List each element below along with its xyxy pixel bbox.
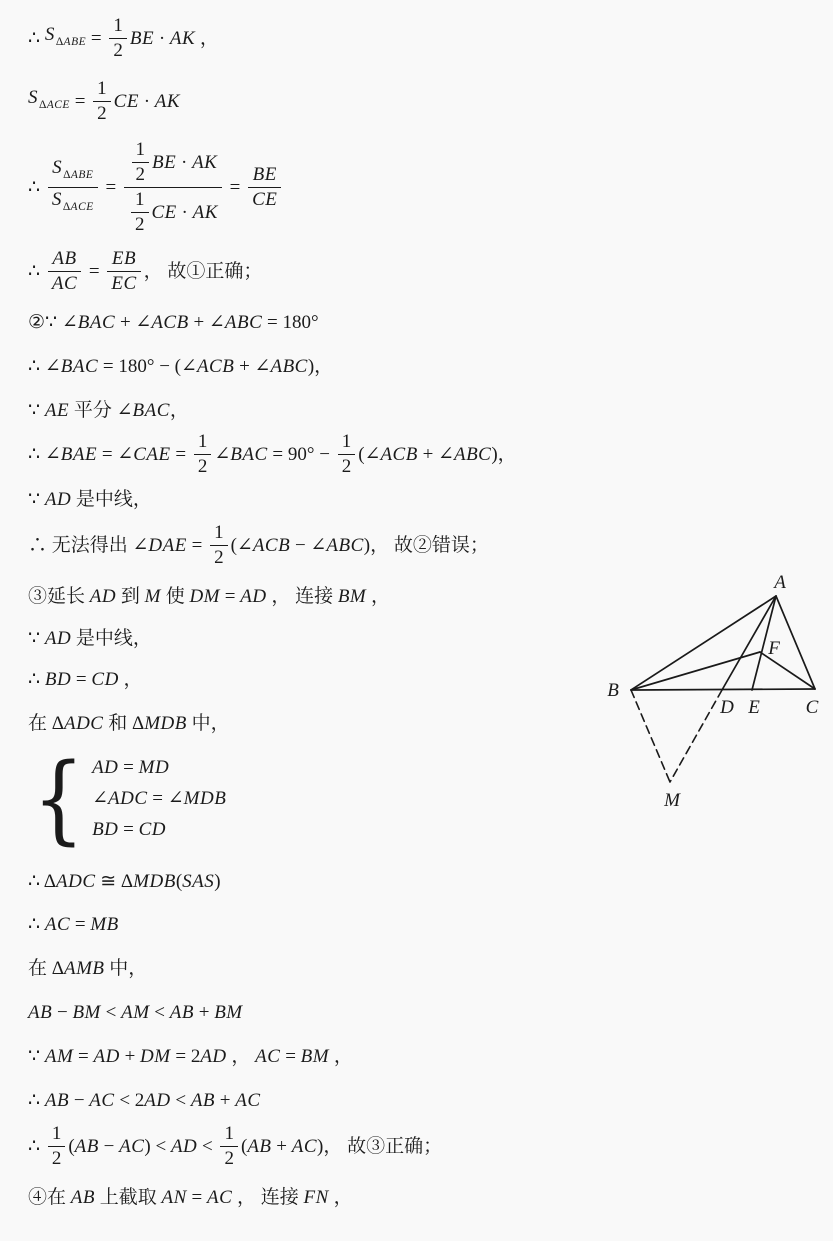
math-text: ②∵ ∠BAC + ∠ACB + ∠ABC = 180° [28, 312, 319, 333]
math-line-2 [28, 77, 594, 126]
math-text: 2 [97, 103, 107, 124]
math-line-18 [28, 956, 594, 982]
vertex-label-A: A [774, 572, 786, 593]
math-text: 2 [224, 1148, 234, 1169]
fraction [107, 247, 140, 296]
math-text: 1 [214, 522, 224, 543]
math-text: 2 [135, 214, 145, 235]
math-line-22 [28, 1122, 594, 1171]
math-text: BE · AK [152, 151, 218, 173]
fraction [220, 1122, 238, 1171]
fraction [93, 77, 111, 126]
math-text: = [69, 90, 91, 112]
math-text: 2 [341, 456, 352, 477]
math-text: 2 [113, 40, 123, 61]
math-line-1 [28, 14, 594, 63]
math-text: CE · AK [113, 90, 181, 112]
math-line-19 [28, 1000, 594, 1026]
math-text: = [100, 176, 121, 198]
math-text: 2 [51, 1148, 62, 1169]
math-text: ∵ AM = AD + DM = 2AD ， AC = BM ， [28, 1046, 353, 1067]
math-text: ∵ AE 平分 ∠BAC， [28, 400, 189, 421]
math-text: = [224, 176, 246, 198]
math-text: 1 [135, 189, 145, 210]
math-line-5 [28, 310, 594, 336]
math-line-10 [28, 521, 594, 570]
math-line-21 [28, 1088, 594, 1114]
case-row [92, 755, 226, 781]
fraction [109, 14, 127, 63]
math-text: 2 [214, 547, 224, 568]
edge-BF [631, 652, 760, 690]
vertex-label-M: M [664, 790, 680, 811]
math-text: BD = CD [92, 819, 167, 840]
math-text: ∴ [28, 1135, 45, 1157]
math-line-4 [28, 247, 594, 296]
math-text: ∴ ∠BAE = ∠CAE = [28, 443, 191, 465]
math-text: = [86, 27, 107, 49]
triangle-diagram [583, 550, 833, 820]
equation-system [28, 743, 227, 855]
math-line-13 [28, 667, 594, 693]
math-text: ∵ AD 是中线， [28, 628, 152, 649]
math-text: (AB − AC) < AD < [68, 1135, 218, 1157]
math-text: CE · AK [151, 201, 218, 223]
math-line-3 [28, 138, 594, 237]
math-text: ∴ BD = CD ， [28, 669, 143, 690]
math-line-23 [28, 1185, 594, 1211]
dashed-edge-DM [670, 690, 722, 782]
math-text: 1 [341, 431, 352, 452]
math-text: BE [252, 164, 277, 185]
vertex-label-E: E [748, 697, 760, 718]
math-text: ∴ 无法得出 ∠DAE = [28, 534, 208, 556]
geometry-figure [583, 550, 833, 820]
math-line-6 [28, 354, 594, 380]
vertex-label-B: B [607, 680, 619, 701]
math-text: 在 ΔADC 和 ΔMDB 中， [28, 713, 230, 734]
math-text: 在 ΔAMB 中， [28, 958, 148, 979]
fraction [248, 163, 281, 212]
solution-text [28, 14, 594, 1211]
math-text: BE · AK ， [129, 27, 219, 49]
math-text: AB − BM < AM < AB + BM [28, 1002, 243, 1023]
left-brace: { [32, 743, 85, 855]
fraction [124, 138, 222, 237]
math-text: ④在 AB 上截取 AN = AC ， 连接 FN ， [28, 1187, 353, 1208]
math-text: ∠ADC = ∠MDB [92, 788, 227, 809]
fraction [48, 247, 81, 296]
math-text: EB [111, 248, 137, 269]
math-line-8 [28, 430, 594, 479]
subscripted-symbol: $S_{\Delta ACE}$ [28, 87, 70, 111]
math-text: ∴ [28, 260, 45, 282]
math-line-20 [28, 1044, 594, 1070]
fraction [48, 156, 98, 219]
math-text: CE [252, 189, 278, 210]
math-text: ， 故①正确； [143, 260, 263, 282]
math-text: ∴ AB − AC < 2AD < AB + AC [28, 1090, 261, 1111]
math-text: 1 [135, 139, 146, 160]
math-line-9 [28, 487, 594, 513]
fraction [338, 430, 356, 479]
math-text: 2 [135, 164, 146, 185]
vertex-label-F: F [768, 638, 780, 659]
math-line-17 [28, 912, 594, 938]
fraction [194, 430, 212, 479]
math-text: ∴ [28, 176, 45, 198]
math-text: = [84, 260, 105, 282]
math-text: ∴ [28, 27, 45, 49]
math-text: AC [51, 273, 78, 294]
math-text: 1 [51, 1123, 62, 1144]
math-text: ∵ AD 是中线， [28, 489, 152, 510]
math-text: 1 [113, 15, 123, 36]
math-line-11 [28, 584, 594, 610]
math-text: 1 [97, 78, 107, 99]
vertex-label-C: C [805, 697, 819, 718]
case-row [92, 786, 226, 812]
edge-AB [631, 596, 776, 690]
math-text: EC [111, 273, 137, 294]
math-line-7 [28, 398, 594, 424]
math-text: (∠ACB + ∠ABC)， [358, 443, 517, 465]
math-line-16 [28, 869, 594, 895]
math-text: 2 [197, 456, 208, 477]
math-text: ∴ ΔADC ≅ ΔMDB(SAS) [28, 871, 221, 892]
math-text: 1 [197, 431, 208, 452]
fraction [210, 521, 228, 570]
vertex-label-D: D [720, 697, 734, 718]
math-line-15 [28, 743, 594, 855]
math-line-14 [28, 711, 594, 737]
subscripted-symbol: $S_{\Delta ABE}$ [44, 24, 87, 48]
math-text: (AB + AC)， 故③正确； [240, 1135, 443, 1157]
math-text: 1 [224, 1123, 234, 1144]
fraction [48, 1122, 66, 1171]
math-text: (∠ACB − ∠ABC)， 故②错误； [230, 534, 489, 556]
math-text: ③延长 AD 到 M 使 DM = AD ， 连接 BM ， [28, 586, 391, 607]
fraction [132, 138, 150, 187]
math-text: ∠BAC = 90° − [214, 443, 335, 465]
fraction [131, 188, 149, 237]
dashed-edge-BM [631, 690, 670, 782]
math-text: ∴ AC = MB [28, 914, 119, 935]
math-line-12 [28, 626, 594, 652]
math-text: ∴ ∠BAC = 180° − (∠ACB + ∠ABC)， [28, 356, 334, 377]
subscripted-symbol: $S_{\Delta ABE}$ [52, 157, 94, 181]
subscripted-symbol: $S_{\Delta ACE}$ [51, 189, 94, 213]
math-text: AD = MD [92, 757, 170, 778]
math-text: AB [52, 248, 77, 269]
case-row [92, 817, 226, 843]
